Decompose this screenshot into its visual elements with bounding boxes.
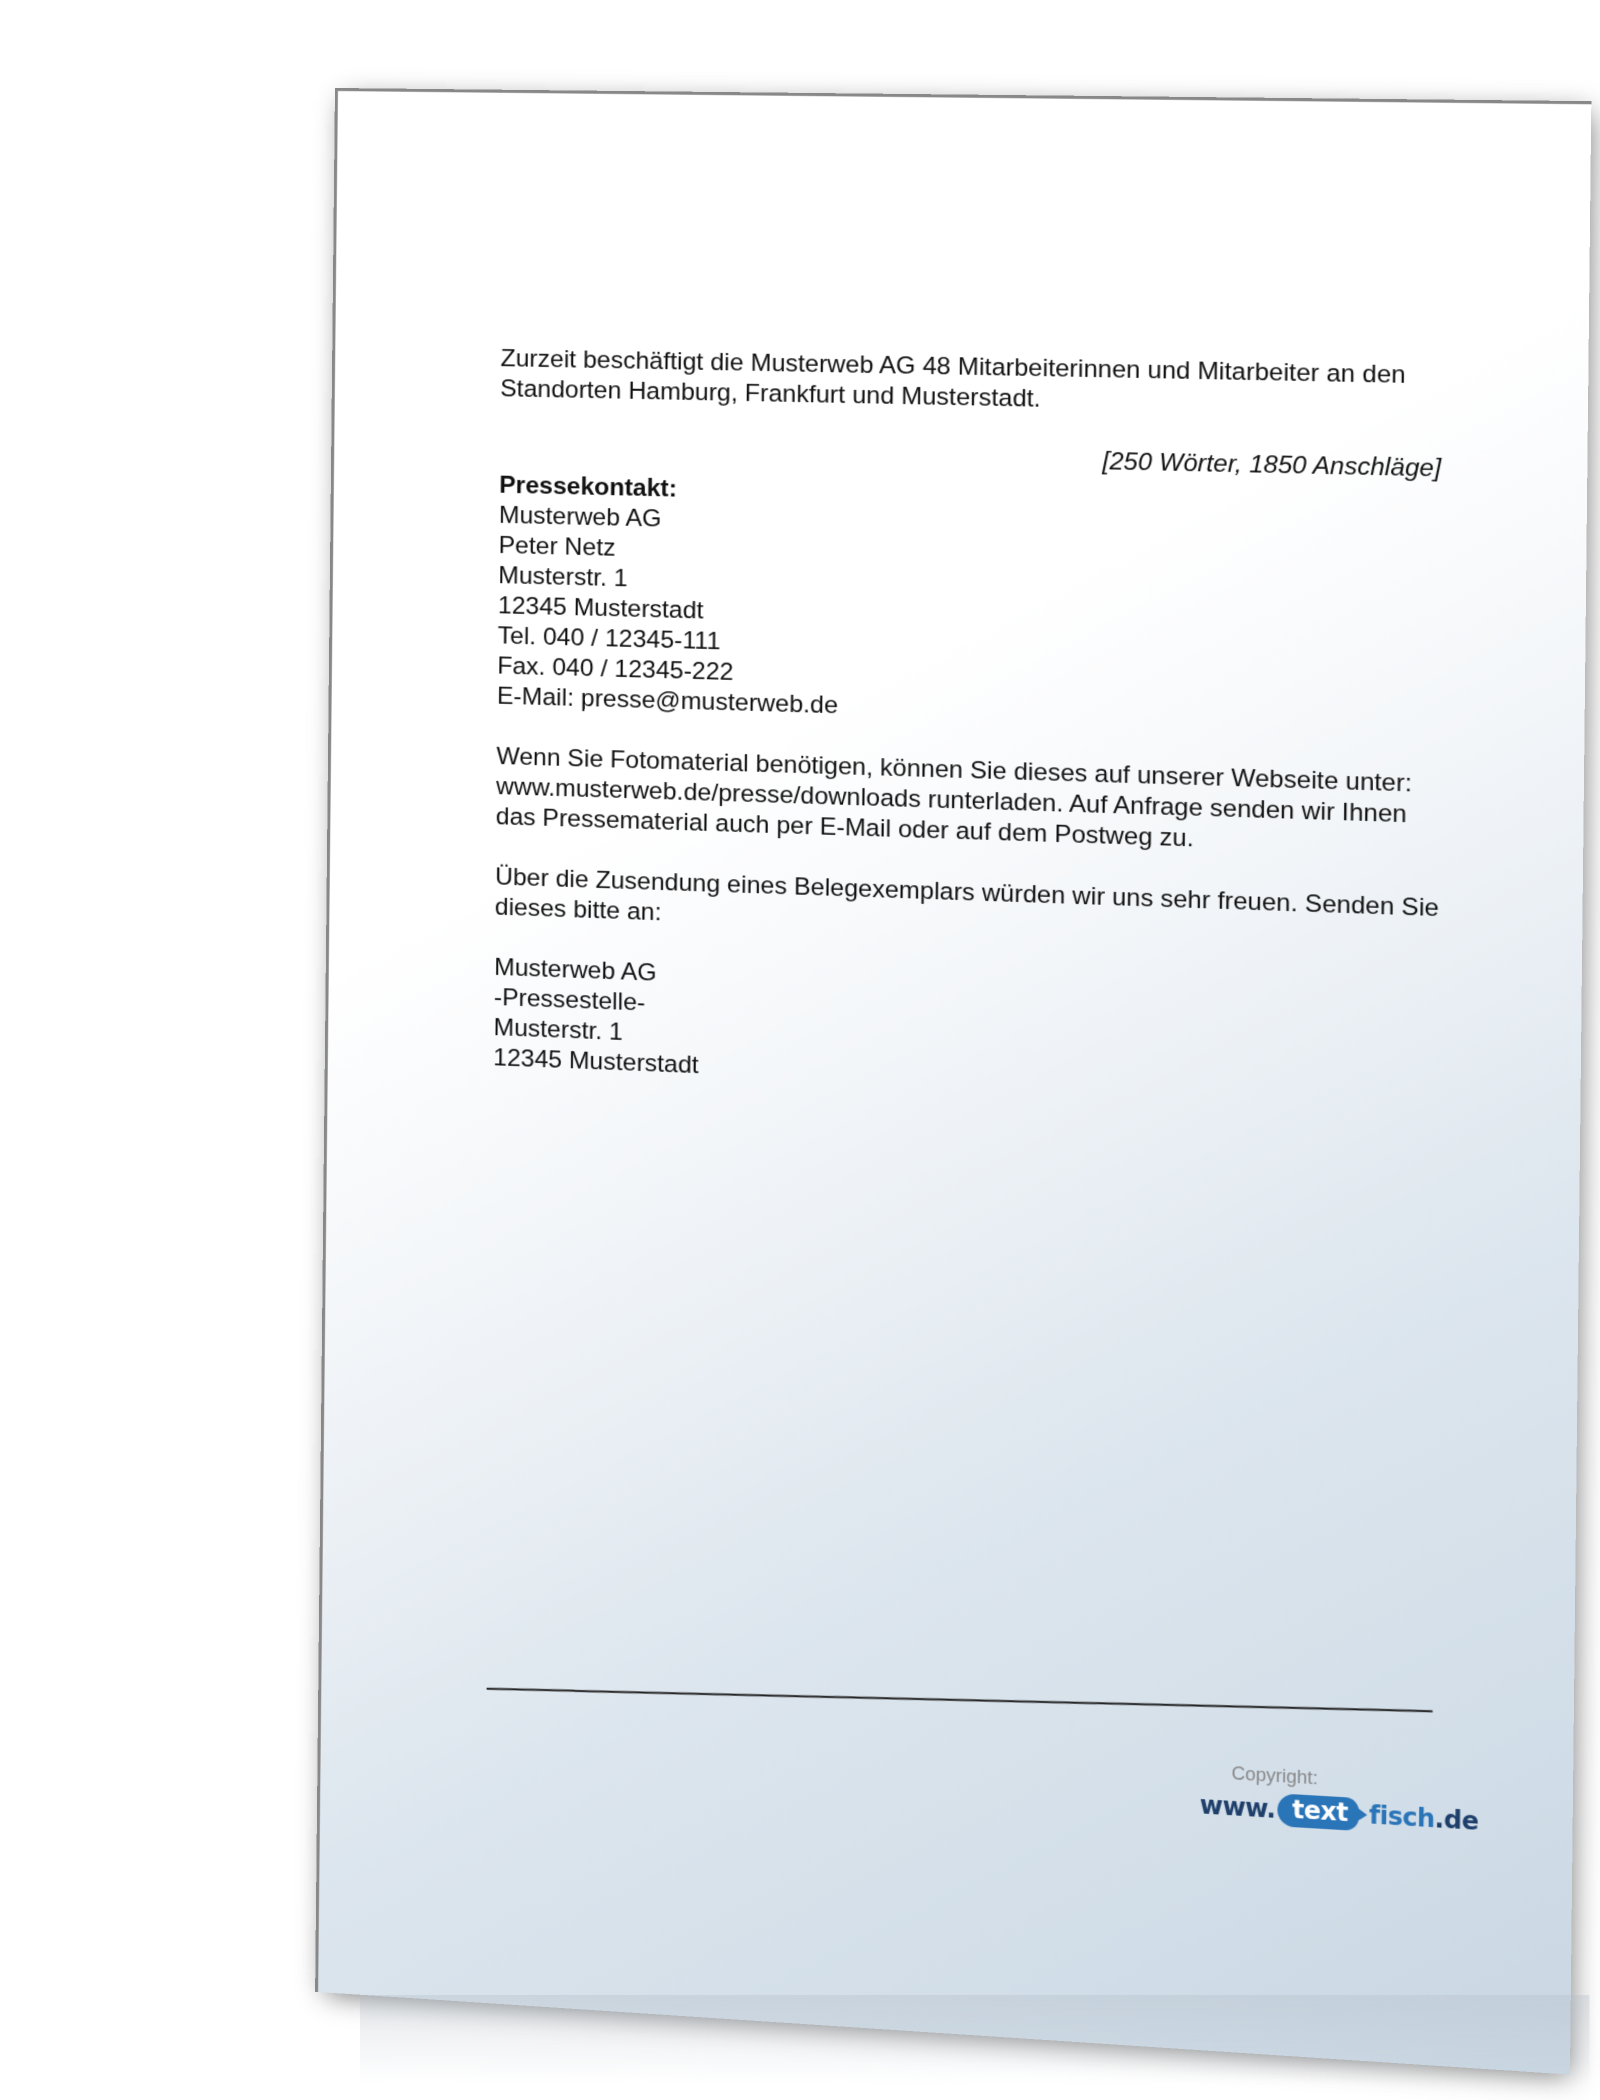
contact-city: 12345 Musterstadt bbox=[497, 592, 704, 625]
logo-suffix: .de bbox=[1434, 1804, 1479, 1837]
footer-divider bbox=[487, 1688, 1433, 1713]
return-address-block bbox=[493, 953, 1446, 1111]
contact-company: Musterweb AG bbox=[498, 501, 662, 533]
contact-street: Musterstr. 1 bbox=[498, 561, 628, 593]
document-page bbox=[315, 88, 1591, 2075]
photos-paragraph: Wenn Sie Fotomaterial benötigen, können Sie dieses auf unserer Webseite unter: www.musterweb.de/presse/downloads runterladen. Auf Anfrage senden wir Ihnen das Pressematerial auch per E-Mail oder auf dem Postweg zu. bbox=[495, 742, 1413, 853]
address-company: Musterweb AG bbox=[494, 953, 657, 987]
intro-paragraph: Zurzeit beschäftigt die Musterweb AG 48 Mitarbeiterinnen und Mitarbeiter an den Standorten Hamburg, Frankfurt und Musterstadt. bbox=[500, 344, 1406, 413]
textfisch-logo bbox=[1199, 1789, 1479, 1837]
logo-prefix: www. bbox=[1199, 1790, 1276, 1824]
copyright-block bbox=[1199, 1761, 1479, 1837]
copyright-label: Copyright: bbox=[1231, 1762, 1319, 1789]
address-city: 12345 Musterstadt bbox=[493, 1044, 699, 1080]
contact-fax: Fax. 040 / 12345-222 bbox=[497, 652, 734, 687]
contact-phone: Tel. 040 / 12345-111 bbox=[497, 622, 721, 656]
logo-text: text bbox=[1292, 1795, 1349, 1828]
copy-request-paragraph: Über die Zusendung eines Belegexemplars würden wir uns sehr freuen. Senden Sie dieses bitte an: bbox=[494, 863, 1440, 927]
word-count-note: [250 Wörter, 1850 Anschläge] bbox=[1102, 447, 1442, 483]
press-contact-block bbox=[497, 471, 1452, 739]
contact-email: E-Mail: presse@musterweb.de bbox=[496, 682, 839, 720]
document-content bbox=[493, 344, 1453, 1110]
address-department: -Pressestelle- bbox=[493, 983, 646, 1017]
address-street: Musterstr. 1 bbox=[493, 1013, 624, 1047]
contact-person: Peter Netz bbox=[498, 531, 616, 562]
fish-icon bbox=[1277, 1793, 1358, 1831]
press-contact-heading: Pressekontakt: bbox=[499, 471, 678, 503]
logo-fisch: fisch bbox=[1368, 1800, 1435, 1834]
page-reflection bbox=[360, 1995, 1590, 2088]
